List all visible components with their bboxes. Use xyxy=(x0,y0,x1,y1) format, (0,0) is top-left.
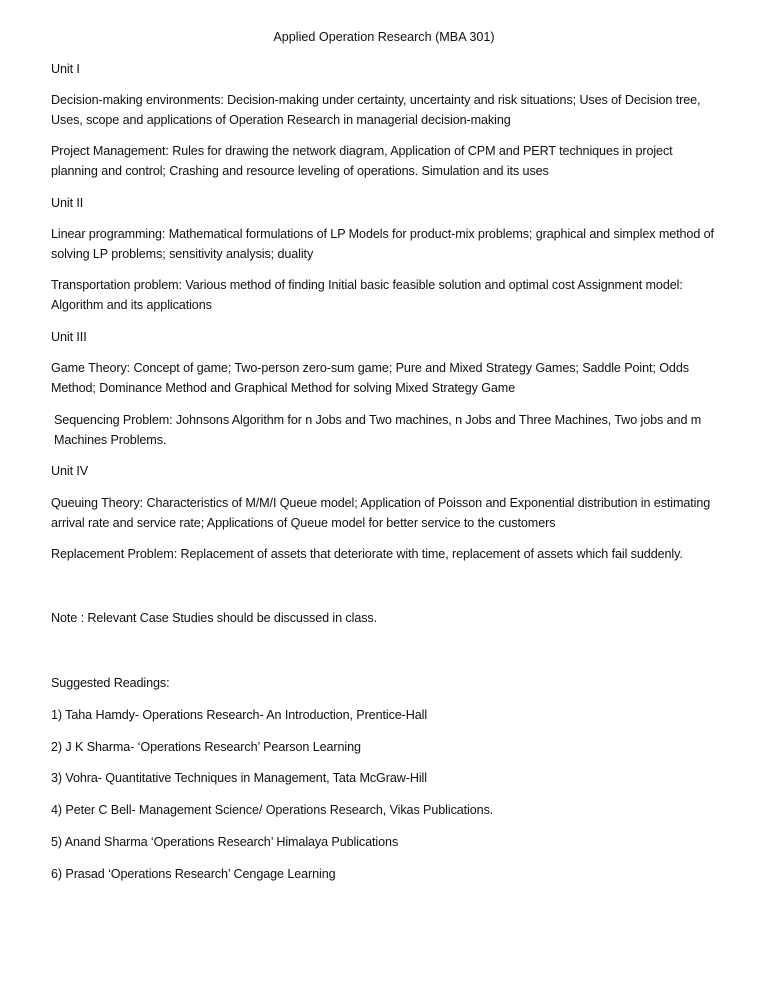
reading-item: 6) Prasad ‘Operations Research’ Cengage Learning xyxy=(51,867,336,881)
unit-heading-4: Unit IV xyxy=(51,464,89,478)
readings-heading: Suggested Readings: xyxy=(51,676,170,690)
paragraph-sequencing: Sequencing Problem: Johnsons Algorithm for n Jobs and Two machines, n Jobs and Three Machines, Two jobs and m Machines Problems. xyxy=(54,413,702,447)
unit-heading-1: Unit I xyxy=(51,62,80,76)
paragraph-linear-programming: Linear programming: Mathematical formulations of LP Models for product-mix problems; graphical and simplex method of solving LP problems; sensitivity analysis; duality xyxy=(51,227,714,261)
paragraph-project-management: Project Management: Rules for drawing the network diagram, Application of CPM and PERT techniques in project planning and control; Crashing and resource leveling of operations. Simulation and its uses xyxy=(51,144,673,178)
reading-item: 1) Taha Hamdy- Operations Research- An Introduction, Prentice-Hall xyxy=(51,708,428,722)
unit-heading-3: Unit III xyxy=(51,330,87,344)
paragraph-replacement: Replacement Problem: Replacement of assets that deteriorate with time, replacement of assets which fail suddenly. xyxy=(51,547,683,561)
paragraph-transportation: Transportation problem: Various method of finding Initial basic feasible solution and optimal cost Assignment model: Algorithm and its applications xyxy=(51,278,683,312)
paragraph-decision-making: Decision-making environments: Decision-making under certainty, uncertainty and risk situations; Uses of Decision tree, Uses, scope and applications of Operation Research in managerial decision-making xyxy=(51,93,701,127)
paragraph-queuing-theory: Queuing Theory: Characteristics of M/M/I Queue model; Application of Poisson and Exponential distribution in estimating arrival rate and service rate; Applications of Queue model for better service to the customers xyxy=(51,496,711,530)
page-title: Applied Operation Research (MBA 301) xyxy=(273,30,495,44)
unit-heading-2: Unit II xyxy=(51,196,84,210)
note-text: Note : Relevant Case Studies should be discussed in class. xyxy=(51,611,378,625)
reading-item: 2) J K Sharma- ‘Operations Research’ Pearson Learning xyxy=(51,740,361,754)
reading-item: 3) Vohra- Quantitative Techniques in Management, Tata McGraw-Hill xyxy=(51,771,427,785)
paragraph-game-theory: Game Theory: Concept of game; Two-person zero-sum game; Pure and Mixed Strategy Games; Saddle Point; Odds Method; Dominance Method and Graphical Method for solving Mixed Strategy Game xyxy=(51,361,689,395)
reading-item: 4) Peter C Bell- Management Science/ Operations Research, Vikas Publications. xyxy=(51,803,494,817)
reading-item: 5) Anand Sharma ‘Operations Research’ Himalaya Publications xyxy=(51,835,399,849)
